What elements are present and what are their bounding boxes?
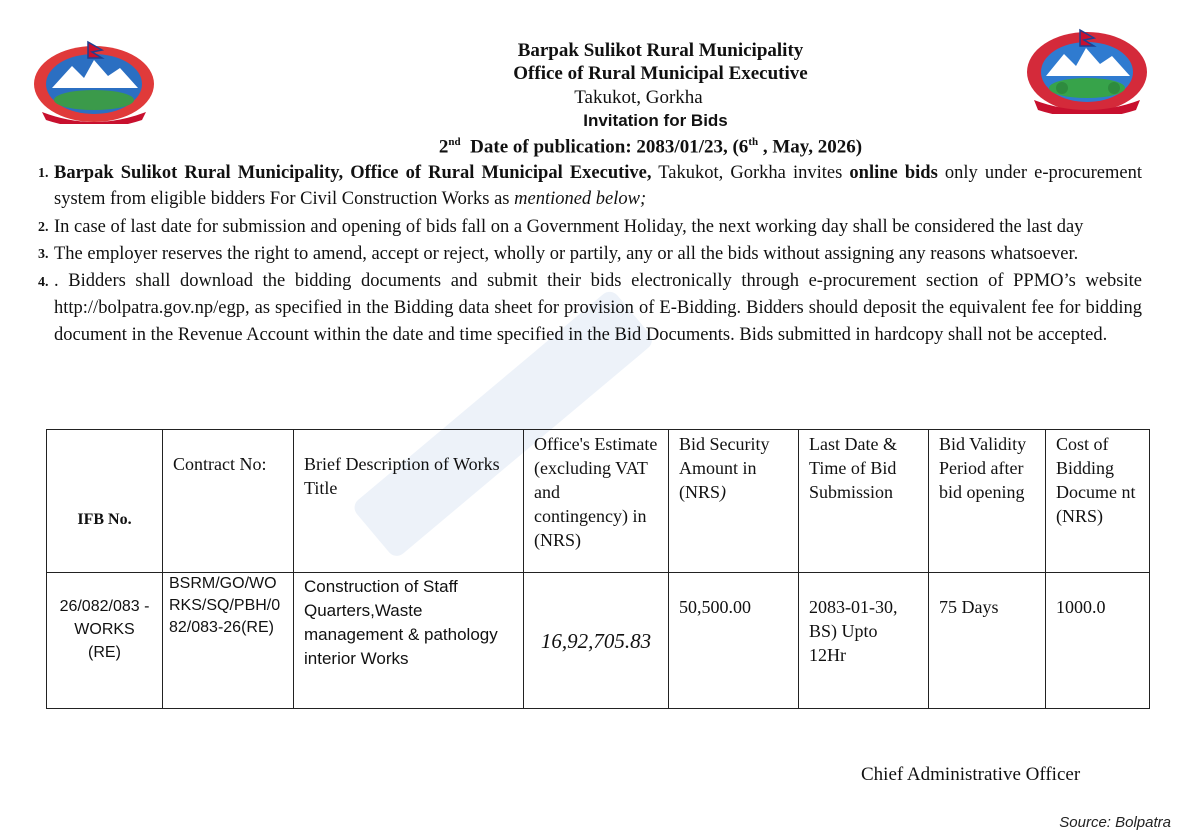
- table-header-row: [47, 430, 1150, 573]
- office-location: Takukot, Gorkha: [574, 87, 703, 108]
- cell-bid-security: 50,500.00: [669, 573, 799, 709]
- header-bid-validity: Bid Validity Period after bid opening: [929, 430, 1046, 573]
- cell-document-cost: 1000.0: [1046, 573, 1150, 709]
- notice-point: 3. The employer reserves the right to amend, accept or reject, wholly or partily, any or all the bids without assigning any reasons whatsoever.: [38, 244, 1079, 264]
- cell-office-estimate: 16,92,705.83: [524, 573, 669, 709]
- notice-points: [38, 160, 1142, 349]
- header-office-estimate: Office's Estimate (excluding VAT and contingency) in (NRS): [524, 430, 669, 573]
- publication-date: 2nd Date of publication: 2083/01/23, (6th , May, 2026): [438, 136, 863, 158]
- header-last-date: Last Date & Time of Bid Submission: [799, 430, 929, 573]
- document-title: Invitation for Bids: [583, 111, 728, 130]
- table-row: [47, 573, 1150, 709]
- notice-point: 4. . Bidders shall download the bidding documents and submit their bids electronically through e-procurement section of PPMO’s website http://bolpatra.gov.np/egp, as specified in the Bidding data sheet for provision of E-Bidding. Bidders should deposit the equivalent fee for bidding document in the Revenue Account within the date and time specified in the Bid Documents. Bids submitted in hardcopy shall not be accepted.: [38, 271, 1142, 345]
- header-document-cost: Cost of Bidding Docume nt (NRS): [1046, 430, 1150, 573]
- office-name: Office of Rural Municipal Executive: [513, 63, 808, 84]
- cell-brief-description: Construction of Staff Quarters,Waste management & pathology interior Works: [294, 573, 524, 709]
- cell-last-date: 2083-01-30, BS) Upto 12Hr: [799, 573, 929, 709]
- municipality-name: Barpak Sulikot Rural Municipality: [517, 40, 804, 61]
- notice-point: 1. Barpak Sulikot Rural Municipality, Office of Rural Municipal Executive, Takukot, Gorkha invites online bids only under e-procurement system from eligible bidders For Civil Construction Works as mentioned below;: [38, 163, 1142, 209]
- signatory-title: Chief Administrative Officer: [861, 764, 1081, 785]
- header-ifb-no: IFB No.: [47, 430, 163, 573]
- cell-bid-validity: 75 Days: [929, 573, 1046, 709]
- header-contract-no: Contract No:: [163, 430, 294, 573]
- header-brief-description: Brief Description of Works Title: [294, 430, 524, 573]
- bid-table: [46, 429, 1150, 709]
- cell-contract-no: BSRM/GO/WORKS/SQ/PBH/082/083-26(RE): [163, 573, 294, 709]
- header-bid-security: Bid Security Amount in (NRS): [669, 430, 799, 573]
- source-credit: Source: Bolpatra: [1059, 814, 1171, 831]
- notice-point: 2. In case of last date for submission and opening of bids fall on a Government Holiday, the next working day shall be considered the last day: [38, 217, 1084, 237]
- cell-ifb-no: 26/082/083 -WORKS (RE): [47, 573, 163, 709]
